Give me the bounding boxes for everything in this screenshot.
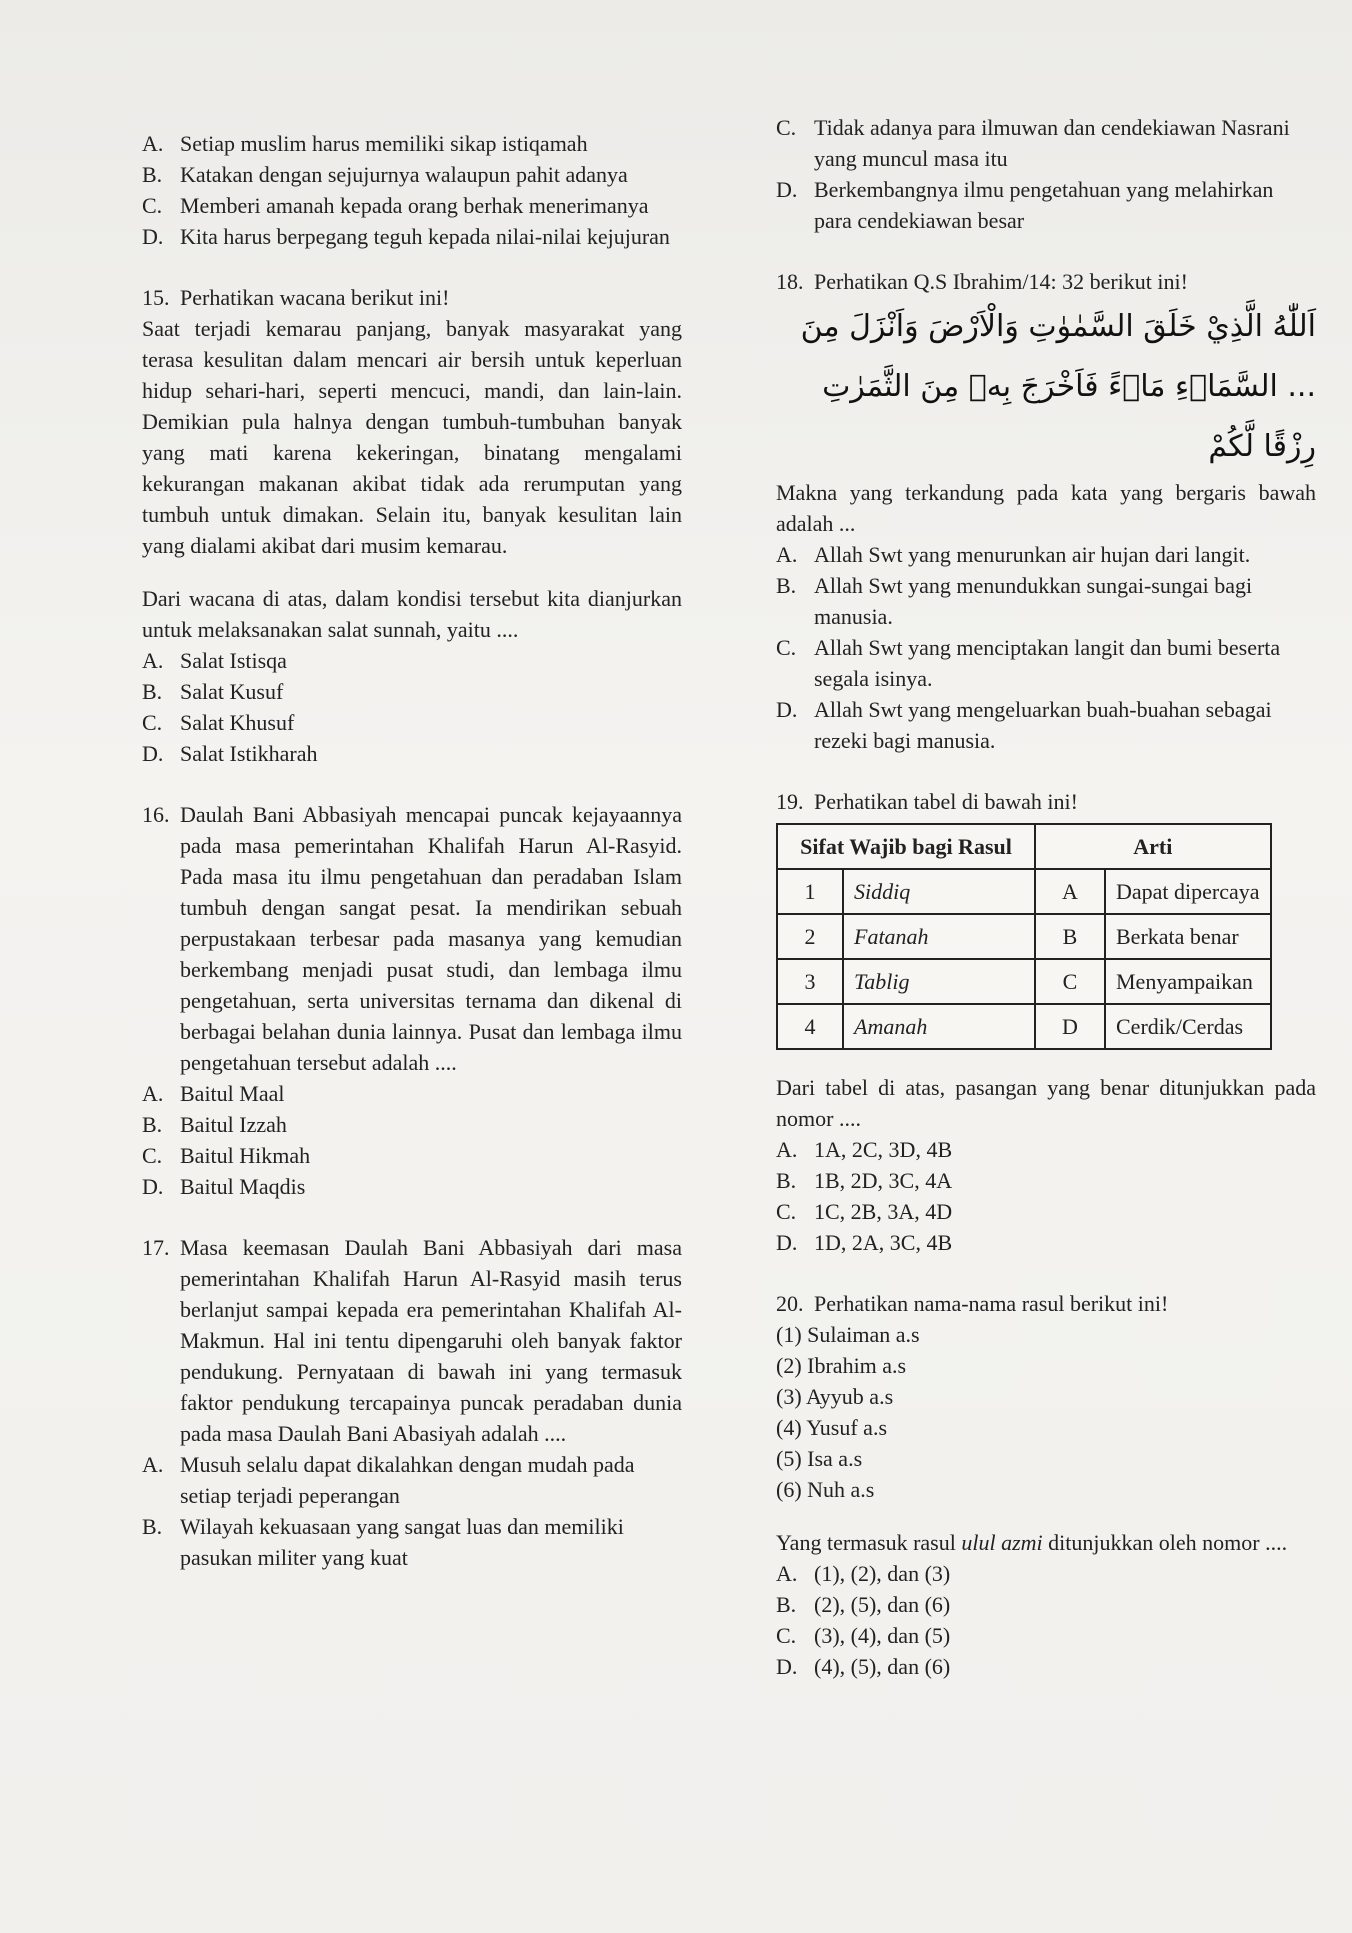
q14-option-c: C. Memberi amanah kepada orang berhak menerimanya (142, 193, 649, 218)
q20-rasul-list (776, 1319, 1316, 1505)
q18-option-d: D. Allah Swt yang mengeluarkan buah-buahan sebagai rezeki bagi manusia. (776, 697, 1272, 753)
table-header-row (777, 824, 1271, 869)
list-item: (3) Ayyub a.s (776, 1384, 894, 1409)
q15-option-a: A. Salat Istisqa (142, 648, 287, 673)
q17-stem: Masa keemasan Daulah Bani Abbasiyah dari masa pemerintahan Khalifah Harun Al-Rasyid masih terus berlanjut sampai kepada era pemerintahan Khalifah Al-Makmun. Hal ini tentu dipengaruhi oleh banyak faktor pendukung. Pernyataan di bawah ini yang termasuk faktor pendukung tercapainya puncak peradaban dunia pada masa Daulah Bani Abasiyah adalah .... (180, 1235, 682, 1446)
q17-option-a: A. Musuh selalu dapat dikalahkan dengan mudah pada setiap terjadi peperangan (142, 1452, 635, 1508)
q20-number: 20. (776, 1291, 804, 1316)
q20-option-b: B. (2), (5), dan (6) (776, 1592, 951, 1617)
table-row: 4 Amanah D Cerdik/Cerdas (777, 1004, 1271, 1049)
q20-question: Yang termasuk rasul ulul azmi ditunjukkan oleh nomor .... (776, 1530, 1288, 1555)
q19-option-c: C. 1C, 2B, 3A, 4D (776, 1199, 953, 1224)
q17-number: 17. (142, 1235, 170, 1260)
list-item: (1) Sulaiman a.s (776, 1322, 920, 1347)
q15-stem: Perhatikan wacana berikut ini! (180, 285, 450, 310)
q15-option-d: D. Salat Istikharah (142, 741, 318, 766)
q15-question: Dari wacana di atas, dalam kondisi tersebut kita dianjurkan untuk melaksanakan salat sunnah, yaitu .... (142, 586, 682, 642)
q15-option-c: C. Salat Khusuf (142, 710, 295, 735)
q19-question: Dari tabel di atas, pasangan yang benar ditunjukkan pada nomor .... (776, 1075, 1316, 1131)
table-row: 3 Tablig C Menyampaikan (777, 959, 1271, 1004)
q15-passage: Saat terjadi kemarau panjang, banyak masyarakat yang terasa kesulitan dalam mencari air bersih untuk keperluan hidup sehari-hari, seperti mencuci, mandi, dan lain-lain. Demikian pula halnya dengan tumbuh-tumbuhan banyak yang mati karena kekeringan, binatang mengalami kekurangan makanan akibat tidak ada rerumputan yang tumbuh untuk dimakan. Selain itu, banyak kesulitan lain yang dialami akibat dari musim kemarau. (142, 316, 682, 558)
question-20 (776, 1288, 1316, 1682)
question-15 (142, 282, 682, 769)
question-18 (776, 266, 1316, 756)
table-row: 2 Fatanah B Berkata benar (777, 914, 1271, 959)
table-header-arti: Arti (1035, 824, 1271, 869)
q17-options-continued (776, 112, 1316, 236)
q20-option-d: D. (4), (5), dan (6) (776, 1654, 951, 1679)
q19-stem: Perhatikan tabel di bawah ini! (814, 789, 1078, 814)
q16-stem: Daulah Bani Abbasiyah mencapai puncak kejayaannya pada masa pemerintahan Khalifah Harun Al-Rasyid. Pada masa itu ilmu pengetahuan dan peradaban Islam tumbuh dengan sangat pesat. Ia mendirikan sebuah perpustakaan terbesar pada masanya yang kemudian berkembang menjadi pusat studi, dan lembaga ilmu pengetahuan, serta universitas ternama dan dikenal di berbagai belahan dunia lainnya. Pusat dan lembaga ilmu pengetahuan tersebut adalah .... (180, 802, 682, 1075)
q16-number: 16. (142, 802, 170, 827)
q14-option-d: D. Kita harus berpegang teguh kepada nilai-nilai kejujuran (142, 224, 670, 249)
table-row: 1 Siddiq A Dapat dipercaya (777, 869, 1271, 914)
q16-option-c: C. Baitul Hikmah (142, 1143, 311, 1168)
list-item: (5) Isa a.s (776, 1446, 863, 1471)
q14-option-a: A. Setiap muslim harus memiliki sikap istiqamah (142, 131, 588, 156)
q16-option-a: A. Baitul Maal (142, 1081, 285, 1106)
question-19 (776, 786, 1316, 1258)
q19-option-d: D. 1D, 2A, 3C, 4B (776, 1230, 953, 1255)
q19-option-a: A. 1A, 2C, 3D, 4B (776, 1137, 953, 1162)
q18-stem: Perhatikan Q.S Ibrahim/14: 32 berikut ini! (814, 269, 1188, 294)
list-item: (6) Nuh a.s (776, 1477, 875, 1502)
q18-option-c: C. Allah Swt yang menciptakan langit dan bumi beserta segala isinya. (776, 635, 1281, 691)
list-item: (4) Yusuf a.s (776, 1415, 887, 1440)
q18-arabic-line-2: ... السَّمَاۤءِ مَاۤءً فَاَخْرَجَ بِهٖ مِنَ الثَّمَرٰتِ رِزْقًا لَّكُمْ (822, 369, 1316, 464)
q18-arabic-verse (776, 297, 1316, 477)
q20-stem: Perhatikan nama-nama rasul berikut ini! (814, 1291, 1169, 1316)
list-item: (2) Ibrahim a.s (776, 1353, 907, 1378)
q17-option-b: B. Wilayah kekuasaan yang sangat luas dan memiliki pasukan militer yang kuat (142, 1514, 624, 1570)
q15-number: 15. (142, 285, 170, 310)
q15-option-b: B. Salat Kusuf (142, 679, 284, 704)
q17-option-d: D. Berkembangnya ilmu pengetahuan yang melahirkan para cendekiawan besar (776, 177, 1274, 233)
q18-number: 18. (776, 269, 804, 294)
table-header-sifat: Sifat Wajib bagi Rasul (777, 824, 1035, 869)
sifat-wajib-table (776, 823, 1272, 1050)
q17-option-c: C. Tidak adanya para ilmuwan dan cendekiawan Nasrani yang muncul masa itu (776, 115, 1290, 171)
q14-option-b: B. Katakan dengan sejujurnya walaupun pahit adanya (142, 162, 628, 187)
question-17 (142, 1232, 682, 1573)
q19-number: 19. (776, 789, 804, 814)
left-column (142, 128, 682, 1603)
q14-options (142, 128, 682, 252)
question-16 (142, 799, 682, 1202)
q20-option-c: C. (3), (4), dan (5) (776, 1623, 951, 1648)
q16-option-b: B. Baitul Izzah (142, 1112, 287, 1137)
q16-option-d: D. Baitul Maqdis (142, 1174, 306, 1199)
q20-term-ulul-azmi: ulul azmi (961, 1530, 1043, 1555)
q20-option-a: A. (1), (2), dan (3) (776, 1561, 951, 1586)
q18-option-a: A. Allah Swt yang menurunkan air hujan dari langit. (776, 542, 1251, 567)
right-column (776, 112, 1316, 1712)
q19-option-b: B. 1B, 2D, 3C, 4A (776, 1168, 953, 1193)
q18-question: Makna yang terkandung pada kata yang bergaris bawah adalah ... (776, 480, 1316, 536)
q18-option-b: B. Allah Swt yang menundukkan sungai-sungai bagi manusia. (776, 573, 1253, 629)
q18-arabic-line-1: اَللّٰهُ الَّذِيْ خَلَقَ السَّمٰوٰتِ وَالْاَرْضَ وَاَنْزَلَ مِنَ (800, 309, 1316, 344)
